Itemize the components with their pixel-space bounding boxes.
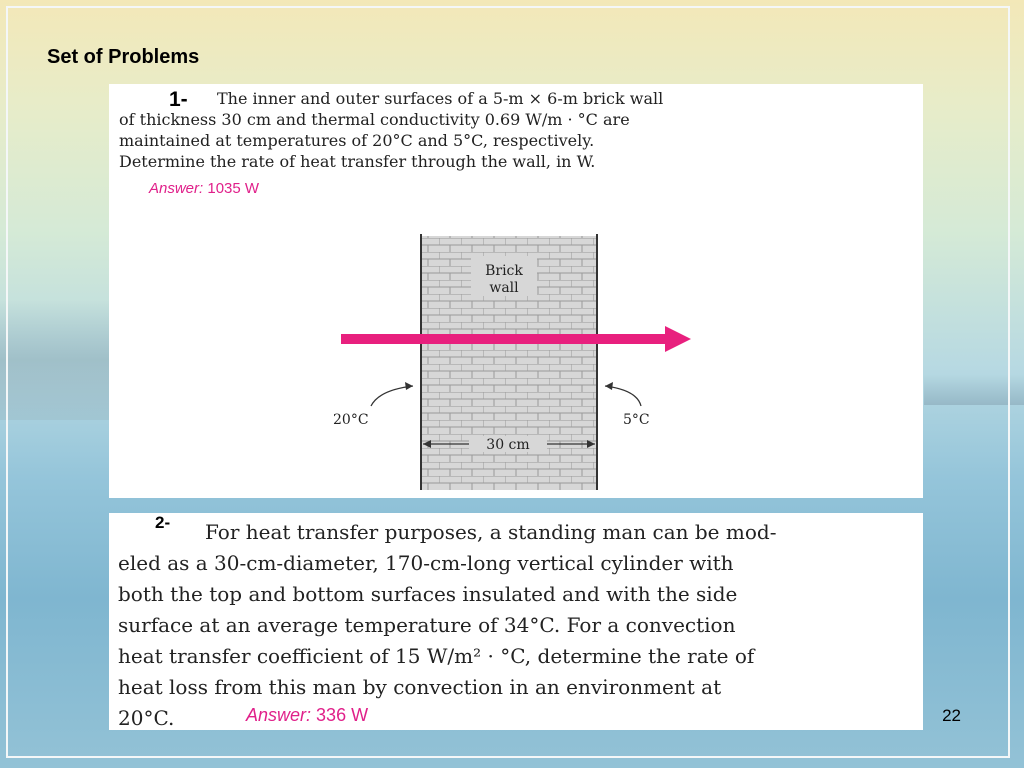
problem-1-line: The inner and outer surfaces of a 5-m × 6-m brick wall	[217, 89, 664, 108]
heat-flow-arrow-shaft	[341, 334, 671, 344]
problem-2-line: surface at an average temperature of 34°C. For a convection	[118, 613, 736, 637]
problem-1-line: maintained at temperatures of 20°C and 5°C, respectively.	[119, 131, 595, 150]
right-temperature: 5°C	[623, 412, 650, 428]
left-temp-arrowhead	[405, 382, 413, 390]
problem-2-line: For heat transfer purposes, a standing man can be mod-	[205, 520, 777, 544]
left-temperature: 20°C	[333, 412, 369, 428]
thickness-label: 30 cm	[486, 437, 530, 453]
problem-2-line: heat loss from this man by convection in an environment at	[118, 675, 722, 699]
problem-1-line: of thickness 30 cm and thermal conductivity 0.69 W/m · °C are	[119, 110, 630, 129]
problem-1-line: Determine the rate of heat transfer through the wall, in W.	[119, 152, 596, 171]
brick-wall-figure	[109, 84, 923, 498]
problem-2-line: 20°C.	[118, 706, 175, 730]
problem-2-number: 2-	[155, 513, 171, 532]
problem-1-panel	[109, 84, 923, 498]
problem-1-number: 1-	[169, 88, 188, 111]
answer-label: Answer:	[149, 180, 204, 197]
answer-value: 336 W	[316, 705, 369, 725]
problem-2-line: heat transfer coefficient of 15 W/m² · °C, determine the rate of	[118, 644, 755, 668]
slide-title: Set of Problems	[47, 46, 200, 68]
wall-label-line-2: wall	[489, 280, 519, 296]
right-temp-arrowhead	[605, 382, 613, 390]
problem-2-panel	[109, 513, 923, 730]
heat-flow-arrow-head	[665, 326, 691, 352]
page-number: 22	[942, 706, 961, 725]
answer-value: 1035 W	[207, 180, 260, 197]
wall-label-line-1: Brick	[485, 263, 523, 279]
problem-2-answer	[246, 705, 368, 726]
answer-label: Answer:	[246, 705, 312, 725]
problem-2-line: eled as a 30-cm-diameter, 170-cm-long vertical cylinder with	[118, 551, 734, 575]
problem-2-line: both the top and bottom surfaces insulated and with the side	[118, 582, 738, 606]
